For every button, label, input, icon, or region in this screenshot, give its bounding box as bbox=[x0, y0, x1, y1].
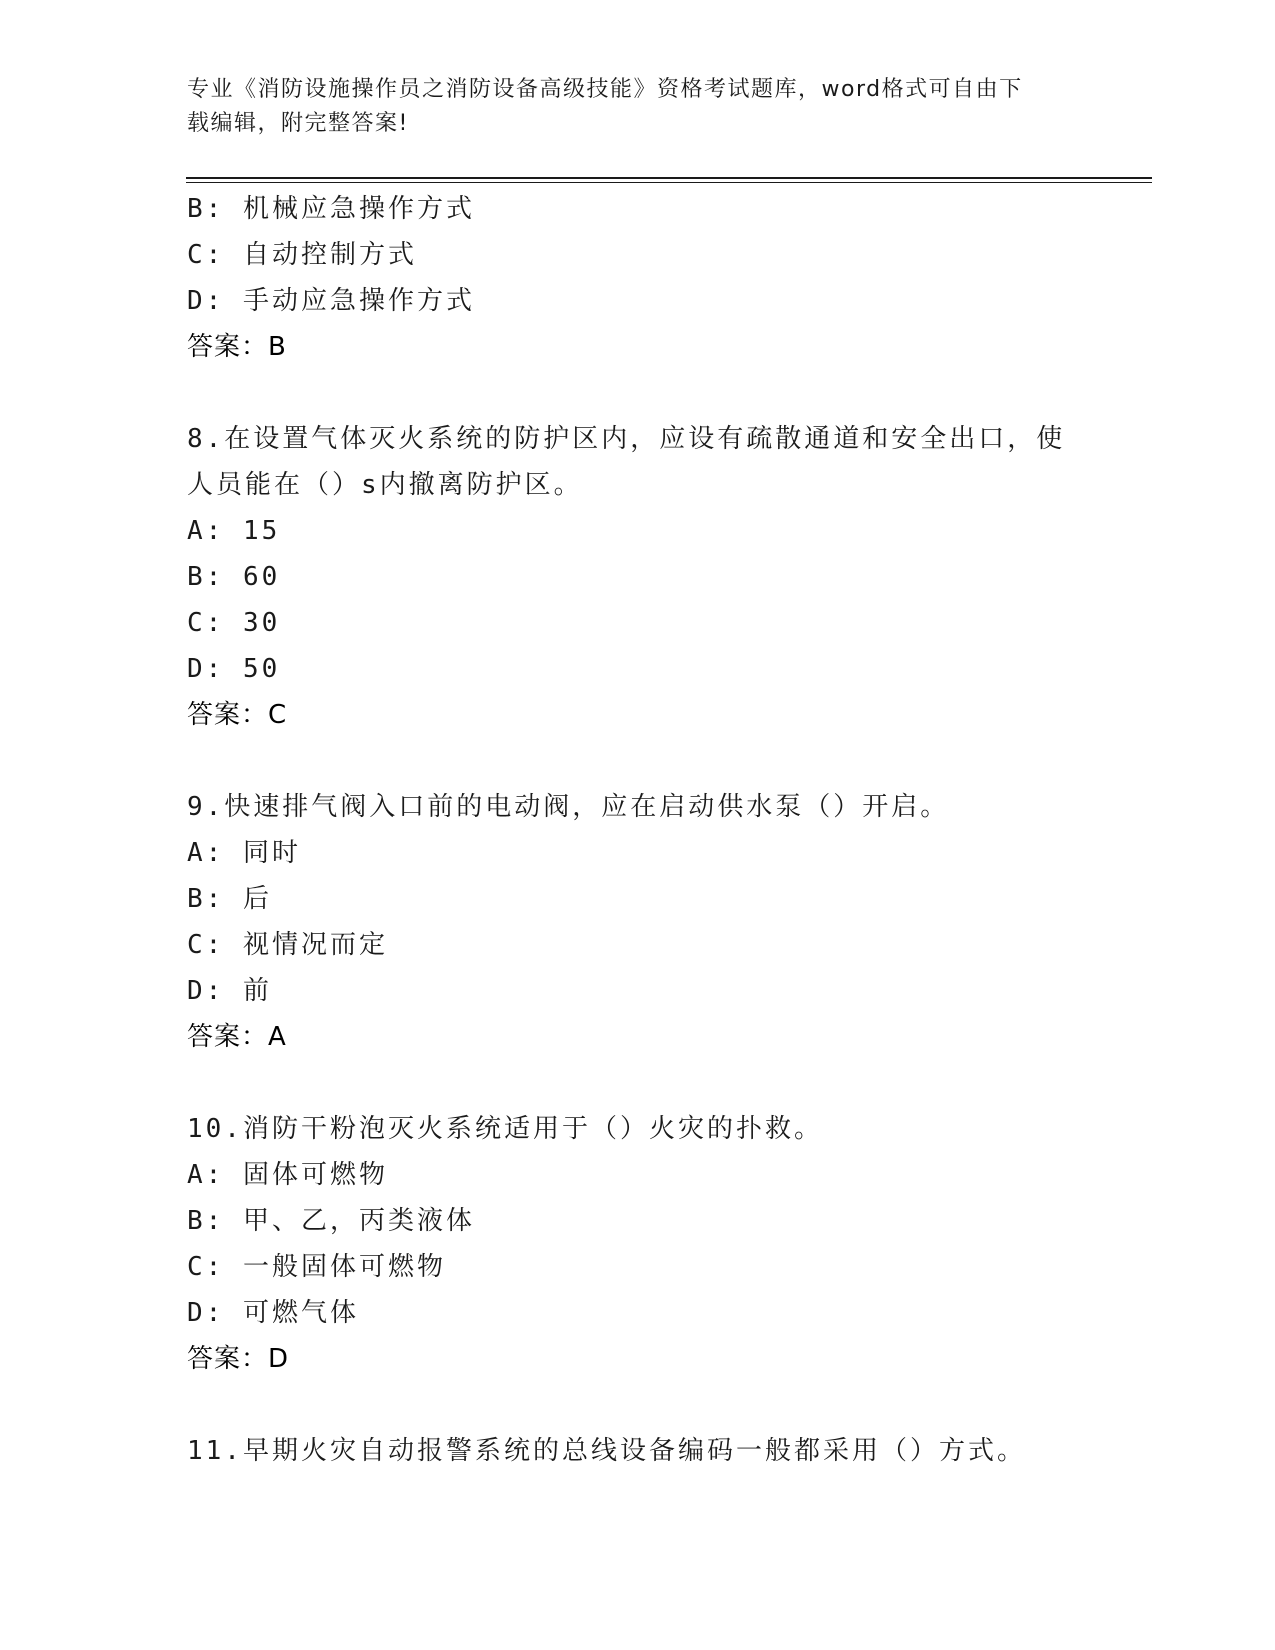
q7-option-b: B: 机械应急操作方式 bbox=[187, 194, 475, 224]
header-line-2: 载编辑，附完整答案! bbox=[187, 111, 409, 136]
spacer bbox=[187, 370, 1087, 416]
q8-option-c: C: 30 bbox=[187, 608, 281, 638]
q7-option-c: C: 自动控制方式 bbox=[187, 240, 417, 270]
q8-option-d: D: 50 bbox=[187, 654, 281, 684]
q8-stem-line-2: 人员能在（）s内撤离防护区。 bbox=[187, 470, 583, 500]
header-line-1: 专业《消防设施操作员之消防设备高级技能》资格考试题库，word格式可自由下 bbox=[187, 77, 1023, 102]
q9-option-a: A: 同时 bbox=[187, 838, 301, 868]
q9-stem: 9.快速排气阀入口前的电动阀，应在启动供水泵（）开启。 bbox=[187, 792, 950, 822]
q10-option-c: C: 一般固体可燃物 bbox=[187, 1252, 446, 1282]
header-rule-thick bbox=[186, 177, 1152, 179]
q8-option-a: A: 15 bbox=[187, 516, 281, 546]
q9-option-d: D: 前 bbox=[187, 976, 272, 1006]
question-7 bbox=[187, 186, 1087, 370]
q9-option-b: B: 后 bbox=[187, 884, 272, 914]
q9-answer: 答案：A bbox=[187, 1022, 287, 1052]
q8-option-b: B: 60 bbox=[187, 562, 281, 592]
spacer bbox=[187, 738, 1087, 784]
q10-stem: 10.消防干粉泡灭火系统适用于（）火灾的扑救。 bbox=[187, 1114, 823, 1144]
q9-option-c: C: 视情况而定 bbox=[187, 930, 388, 960]
question-list bbox=[187, 186, 1087, 1474]
q10-option-d: D: 可燃气体 bbox=[187, 1298, 359, 1328]
q7-option-d: D: 手动应急操作方式 bbox=[187, 286, 475, 316]
q7-answer: 答案：B bbox=[187, 332, 287, 362]
header-rule-thin bbox=[186, 182, 1152, 183]
spacer bbox=[187, 1060, 1087, 1106]
q10-option-b: B: 甲、乙，丙类液体 bbox=[187, 1206, 475, 1236]
question-11 bbox=[187, 1428, 1087, 1474]
question-9 bbox=[187, 784, 1087, 1060]
q10-answer: 答案：D bbox=[187, 1344, 290, 1374]
q11-stem: 11.早期火灾自动报警系统的总线设备编码一般都采用（）方式。 bbox=[187, 1436, 1026, 1466]
q8-stem-line-1: 8.在设置气体灭火系统的防护区内，应设有疏散通道和安全出口，使 bbox=[187, 424, 1066, 454]
document-header bbox=[187, 73, 1067, 141]
question-8 bbox=[187, 416, 1087, 738]
q10-option-a: A: 固体可燃物 bbox=[187, 1160, 388, 1190]
spacer bbox=[187, 1382, 1087, 1428]
q8-answer: 答案：C bbox=[187, 700, 288, 730]
question-10 bbox=[187, 1106, 1087, 1382]
